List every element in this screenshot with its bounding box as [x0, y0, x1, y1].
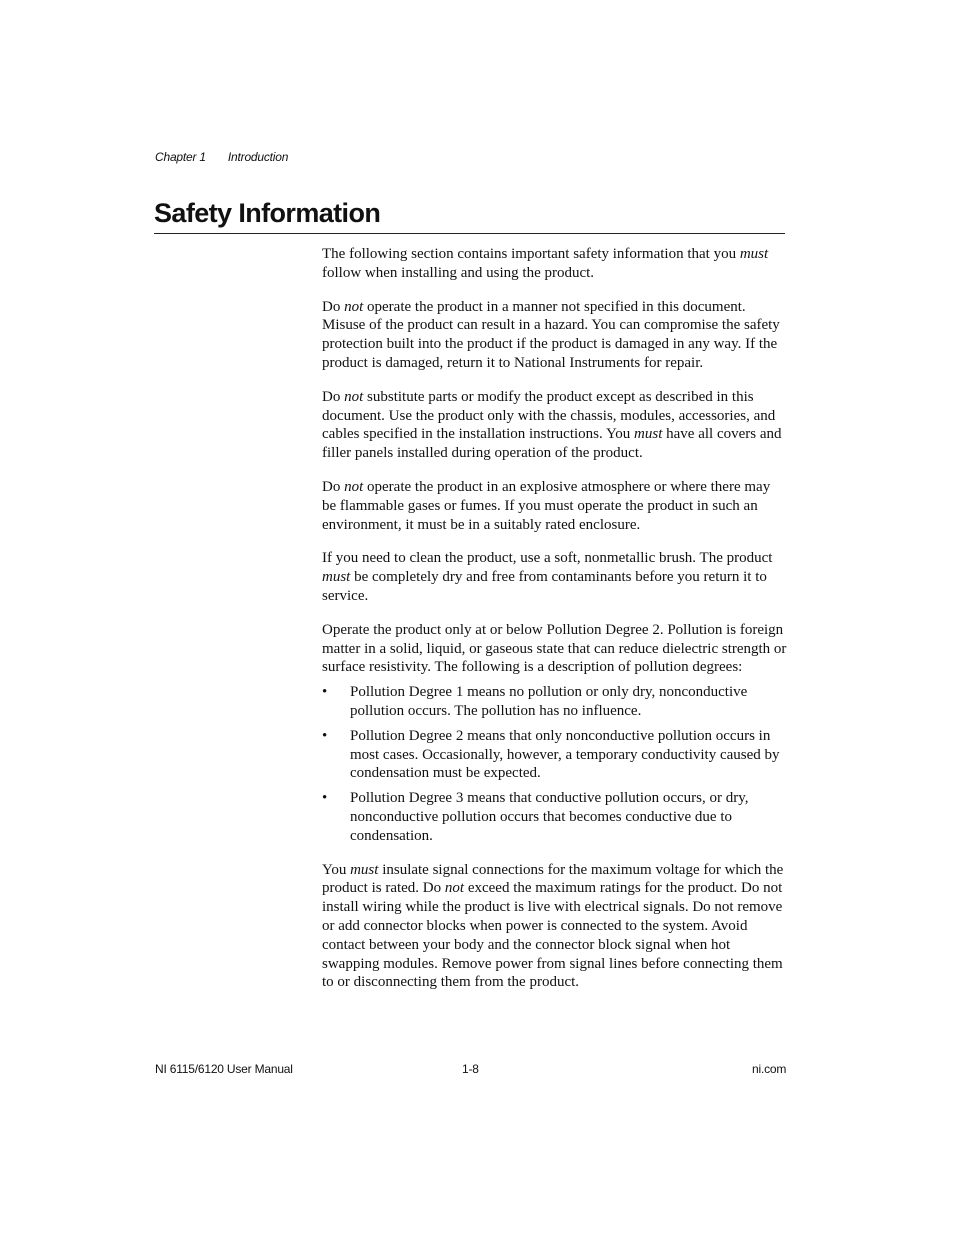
- paragraph-parts: [322, 388, 788, 463]
- emphasis: must: [350, 861, 379, 878]
- running-header: [155, 150, 288, 164]
- footer-page-number: 1-8: [462, 1062, 479, 1076]
- list-item-text: Pollution Degree 1 means no pollution or only dry, nonconductive pollution occurs. The pollution has no influence.: [350, 684, 748, 719]
- paragraph-insulation: [322, 861, 788, 993]
- text-run: have all covers and filler panels installed during operation of the product.: [322, 426, 782, 462]
- bullet: •: [322, 790, 328, 807]
- emphasis: not: [344, 478, 364, 495]
- text-run: Do: [322, 298, 345, 315]
- text-run: Do: [322, 388, 345, 405]
- bullet: •: [322, 684, 328, 701]
- text-run: Do: [322, 478, 345, 495]
- text-run: operate the product in an explosive atmosphere or where there may be flammable gases or fumes. If you must operate the product in such an environment, it must be in a suitably rated enclosure.: [322, 478, 771, 533]
- text-run: insulate signal connections for the maximum voltage for which the product is rated. Do: [322, 861, 784, 897]
- chapter-title: Introduction: [227, 150, 289, 164]
- text-run: operate the product in a manner not specified in this document. Misuse of the product can result in a hazard. You can compromise the safety protection built into the product if the product is damaged in any way. If the product is damaged, return it to National Instruments for repair.: [322, 298, 780, 371]
- list-item: [322, 727, 788, 783]
- list-item-text: Pollution Degree 2 means that only nonconductive pollution occurs in most cases. Occasionally, however, a temporary conductivity caused by condensation must be expected.: [350, 727, 780, 782]
- pollution-degree-list: [322, 683, 788, 845]
- list-item: [322, 789, 788, 845]
- footer-manual-title: NI 6115/6120 User Manual: [155, 1062, 293, 1076]
- paragraph-pollution: Operate the product only at or below Pollution Degree 2. Pollution is foreign matter in a solid, liquid, or gaseous state that can reduce dielectric strength or surface resistivity. The following is a description of pollution degrees:: [322, 621, 787, 676]
- emphasis: must: [739, 246, 769, 262]
- emphasis: not: [344, 298, 364, 315]
- text-run: substitute parts or modify the product except as described in this document. Use the product only with the chassis, modules, accessories, and cables specified in the installation instructions. You: [322, 388, 776, 443]
- text-run: exceed the maximum ratings for the product. Do not install wiring while the product is live with electrical signals. Do not remove or add connector blocks when power is connected to the system. Avoid contact between your body and the connector block signal when hot swapping modules. Remove power from signal lines before connecting them to or disconnecting them from the product.: [322, 880, 783, 991]
- footer-website: ni.com: [752, 1062, 787, 1076]
- emphasis: must: [634, 426, 663, 443]
- text-run: follow when installing and using the product.: [322, 264, 595, 281]
- chapter-label: Chapter 1: [155, 150, 206, 164]
- body-content: [322, 245, 788, 1007]
- text-run: The following section contains important safety information that you: [322, 246, 740, 262]
- paragraph-operation: [322, 298, 788, 373]
- bullet: •: [322, 727, 328, 744]
- paragraph-cleaning: [322, 549, 788, 605]
- text-run: If you need to clean the product, use a soft, nonmetallic brush. The product: [322, 550, 773, 567]
- paragraph-explosive: [322, 478, 788, 534]
- list-item: [322, 683, 788, 721]
- list-item-text: Pollution Degree 3 means that conductive pollution occurs, or dry, nonconductive pollution occurs that becomes conductive due to condensation.: [350, 790, 749, 844]
- text-run: be completely dry and free from contaminants before you return it to service.: [322, 569, 767, 604]
- paragraph-intro: [322, 245, 788, 283]
- emphasis: must: [322, 569, 351, 586]
- emphasis: not: [344, 388, 364, 405]
- section-title: Safety Information: [154, 196, 785, 234]
- emphasis: not: [444, 880, 465, 897]
- text-run: You: [322, 861, 351, 878]
